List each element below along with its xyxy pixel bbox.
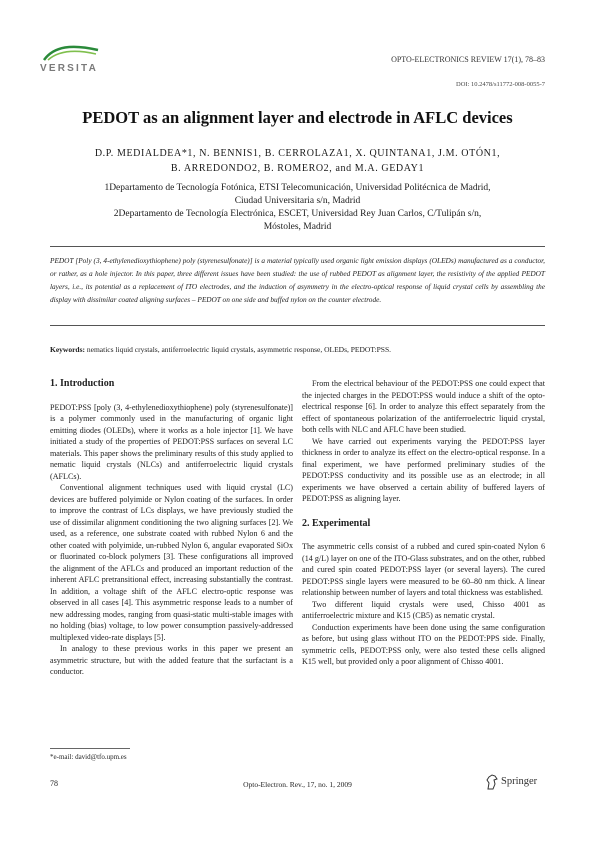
- authors-line-2: B. ARREDONDO2, B. ROMERO2, and M.A. GEDAY1: [170, 163, 425, 174]
- right-column: [302, 378, 545, 668]
- affiliation-2-line-2: Móstoles, Madrid: [263, 222, 332, 232]
- logo-text: VERSITA: [40, 63, 98, 74]
- springer-logo: [485, 774, 547, 790]
- paragraph: In analogy to these previous works in this paper we present an asymmetric structure, but with the added feature that the surfactant is a conductor.: [50, 644, 293, 676]
- paragraph: The asymmetric cells consist of a rubbed and cured spin-coated Nylon 6 (14 g/L) layer on one of the ITO-Glass substrates, and on the other, rubbed and cured spin coated PEDOT:PSS layer (or several layers). The cured PEDOT:PSS single layers were measured to be 60–80 nm thick. A linear relationship between number of layers and total thickness was established.: [302, 542, 545, 597]
- affiliation-1-line-2: Ciudad Universitaria s/n, Madrid: [234, 196, 361, 206]
- abstract-top-rule: [50, 246, 545, 247]
- doi-text: DOI: 10.2478/s11772-008-0055-7: [456, 81, 545, 88]
- versita-logo-icon: [38, 42, 108, 62]
- section-heading-experimental: 2. Experimental: [302, 517, 371, 529]
- journal-citation: Opto-Electron. Rev., 17, no. 1, 2009: [243, 780, 352, 789]
- article-title: PEDOT as an alignment layer and electrode in AFLC devices: [82, 108, 513, 127]
- paragraph: Conventional alignment techniques used with liquid crystal (LC) devices are buffered polyimide or Nylon coating of the surfaces. In order to improve the contrast of LCs displays, we have previously studied the use of dissimilar alignment conditioning the two aligning surfaces [2]. We used, as a reference, one substrate coated with rubbed Nylon 6 and the other coated with polyimide, un-rubbed Nylon 6, angular evaporated SiOx or fluorinated co-block polymers [3]. These configurations all improved the alignment of the AFLCs and produced an important reduction of the inherent AFLC pretransitional effect, increasing substantially the contrast. In addition, a voltage shift of the AFLC electro-optic response was observed in all cases [4]. This asymmetric response leads to a number of new addressing modes, ranging from quasi-static multi-stable images with no holding (bias) voltage, to low power consumption passively-addressed multiplexed video-rate displays [5].: [50, 483, 293, 642]
- versita-logo: [38, 42, 108, 76]
- keywords-text: nematics liquid crystals, antiferroelectric liquid crystals, asymmetric response, OLEDs, PEDOT:PSS.: [86, 345, 392, 354]
- left-column: [50, 378, 293, 678]
- abstract: PEDOT [Poly (3, 4-ethylenedioxythiophene) poly (styrenesulfonate)] is a material typically used organic light emission displays (OLEDs) manufactured as a conductor, or rather, as a hole injector. In this paper, three different issues have been studied: the use of rubbed PEDOT as alignment layer, the resistivity of the applied PEDOT layers, i.e., its potential as a replacement of ITO electrodes, and the induction of asymmetry in the electro-optical response of liquid crystal cells by assembling the display with dissimilar coated aligning surfaces – PEDOT on one side and buffed nylon on the counter electrode.: [50, 256, 545, 304]
- footnote-rule: [50, 748, 130, 749]
- paragraph: From the electrical behaviour of the PEDOT:PSS one could expect that the injected charges in the PEDOT:PSS would induce a shift of the opto-electrical response [6]. In order to analyze this effect separately from the effect of spontaneous polarization of the antiferroelectric liquid crystal, both cells with NLC and AFLC have been studied.: [302, 379, 545, 434]
- springer-horse-icon: [485, 774, 499, 790]
- footnote: *e-mail: david@tfo.upm.es: [50, 753, 127, 761]
- affiliation-2-line-1: 2Departamento de Tecnología Electrónica, ESCET, Universidad Rey Juan Carlos, C/Tulipán s/n,: [113, 209, 482, 219]
- page-number: 78: [50, 779, 58, 788]
- author-list: [60, 146, 535, 176]
- affiliations: [60, 182, 535, 234]
- running-head: OPTO-ELECTRONICS REVIEW 17(1), 78–83: [391, 55, 545, 64]
- paragraph: We have carried out experiments varying the PEDOT:PSS layer thickness in order to analyze its effect on the electro-optical response. In a final experiment, we have performed preliminary studies of the PEDOT:PSS conductivity and its possible use as an electrode; in all experiments we have observed a certain ability of buffered layers of PEDOT:PSS as aligning layer.: [302, 436, 545, 503]
- keywords: [50, 345, 545, 354]
- section-heading-introduction: 1. Introduction: [50, 378, 115, 389]
- affiliation-1-line-1: 1Departamento de Tecnología Fotónica, ETSI Telecomunicación, Universidad Politécnica de Madrid,: [104, 183, 491, 193]
- authors-line-1: D.P. MEDIALDEA*1, N. BENNIS1, B. CERROLAZA1, X. QUINTANA1, J.M. OTÓN1,: [94, 148, 501, 159]
- keywords-label: Keywords:: [50, 345, 85, 354]
- paragraph: Conduction experiments have been done using the same configuration as before, but using glass without ITO on the PEDOT:PPS side. Finally, symmetric cells, PEDOT:PSS only, were also tested these cells aligned K15 well, but provided only a poor alignment of Chisso 4001.: [302, 622, 545, 666]
- paragraph: Two different liquid crystals were used, Chisso 4001 as antiferroelectric mixture and K15 (CB5) as nematic crystal.: [302, 599, 545, 620]
- abstract-bottom-rule: [50, 325, 545, 326]
- publisher-name: Springer: [501, 776, 538, 787]
- paragraph: PEDOT:PSS [poly (3, 4-ethylenedioxythiophene) poly (styrenesulfonate)] is a polymer commonly used in the manufacturing of organic light emitting diodes (OLEDs), where it works as a hole injector [1]. We have initiated a study of the properties of PEDOT:PSS surfaces on several LC materials. This paper shows the preliminary results of this study applied to nematic liquid crystals (NLCs) and antiferroelectric liquid crystals (AFLCs).: [50, 402, 293, 481]
